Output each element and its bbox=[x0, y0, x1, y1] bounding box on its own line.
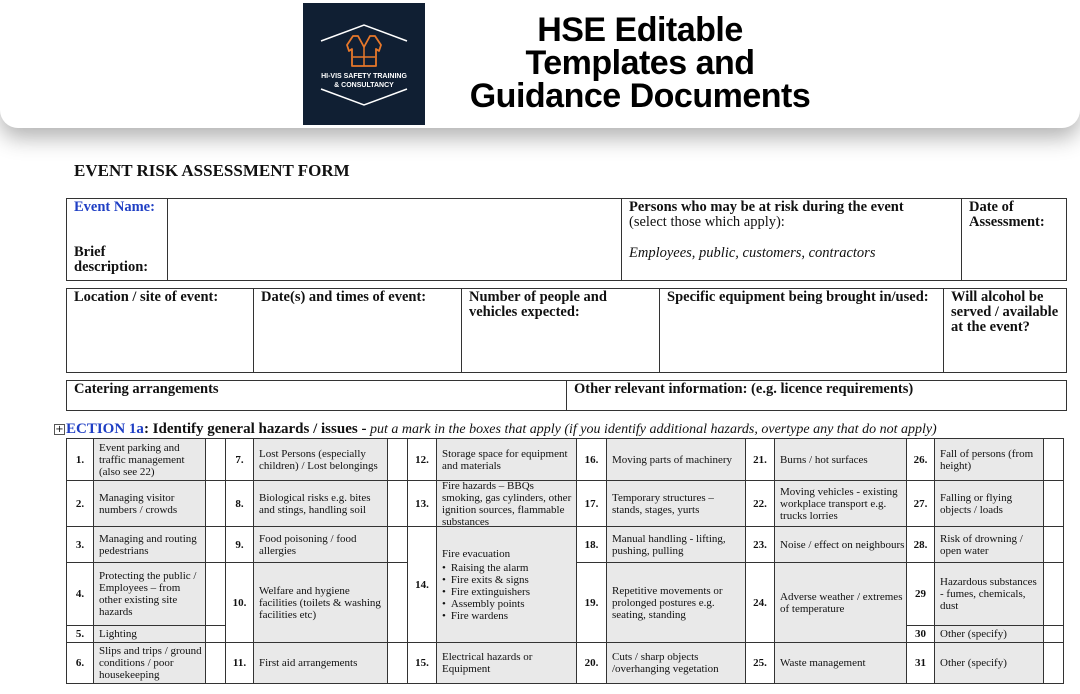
hazard-checkbox[interactable] bbox=[387, 642, 408, 684]
hazard-text: Welfare and hygiene facilities (toilets & washing facilities etc) bbox=[259, 584, 381, 621]
hazard-label bbox=[934, 625, 1044, 643]
hazard-text: Lighting bbox=[99, 628, 137, 640]
banner-title bbox=[455, 11, 825, 115]
hazard-number: 21. bbox=[745, 438, 775, 481]
hazard-number: 5. bbox=[66, 625, 94, 643]
hazard-label bbox=[436, 526, 577, 643]
hazard-bullet-item: • Raising the alarm bbox=[442, 562, 530, 574]
dates-times-label: Date(s) and times of event: bbox=[261, 289, 427, 305]
hazard-text: Other (specify) bbox=[940, 628, 1007, 640]
hazard-label bbox=[93, 526, 206, 563]
banner-title-line1: HSE Editable bbox=[537, 11, 743, 49]
banner-title-line2: Templates and bbox=[525, 44, 755, 82]
hazard-checkbox[interactable] bbox=[1043, 562, 1064, 626]
logo-text-line2: & CONSULTANCY bbox=[334, 82, 394, 89]
logo-text-line1: HI-VIS SAFETY TRAINING bbox=[321, 73, 407, 80]
hazard-checkbox[interactable] bbox=[205, 625, 226, 643]
hazard-text: Adverse weather / extremes of temperature bbox=[780, 590, 903, 615]
hazard-label bbox=[934, 480, 1044, 527]
hazard-checkbox[interactable] bbox=[1043, 438, 1064, 481]
hazard-number: 4. bbox=[66, 562, 94, 626]
section-title: : Identify general hazards / issues - bbox=[143, 421, 367, 437]
people-vehicles-label: Number of people and vehicles expected: bbox=[469, 289, 607, 320]
hazard-checkbox[interactable] bbox=[205, 562, 226, 626]
hazard-label bbox=[774, 642, 911, 684]
hazard-text: Burns / hot surfaces bbox=[780, 453, 868, 466]
hazard-label bbox=[93, 562, 206, 626]
hazard-number: 3. bbox=[66, 526, 94, 563]
hazard-text: Fall of persons (from height) bbox=[940, 447, 1034, 472]
equipment-label: Specific equipment being brought in/used: bbox=[667, 289, 929, 305]
hazard-text: Fire hazards – BBQs smoking, gas cylinders, other ignition sources, flammable substances bbox=[442, 480, 572, 527]
hazard-label bbox=[934, 438, 1044, 481]
other-info-label: Other relevant information: (e.g. licence requirements) bbox=[574, 381, 914, 397]
hazard-number: 18. bbox=[576, 526, 607, 563]
hazard-text: Moving parts of machinery bbox=[612, 453, 733, 466]
hazard-bullet-item: • Assembly points bbox=[442, 598, 530, 610]
hazard-checkbox[interactable] bbox=[387, 526, 408, 563]
hazard-number: 7. bbox=[225, 438, 254, 481]
hazard-text: Slips and trips / ground conditions / poor housekeeping bbox=[99, 645, 202, 681]
hazard-text: Temporary structures – stands, stages, yurts bbox=[612, 491, 714, 516]
hazard-text: Risk of drowning / open water bbox=[940, 532, 1023, 557]
hazard-number: 13. bbox=[407, 480, 437, 527]
hazard-label bbox=[774, 438, 911, 481]
hazard-number: 9. bbox=[225, 526, 254, 563]
hazard-number: 8. bbox=[225, 480, 254, 527]
hazard-checklist-grid bbox=[66, 438, 1069, 683]
persons-at-risk-hint: (select those which apply): bbox=[629, 214, 785, 230]
hazard-checkbox[interactable] bbox=[205, 642, 226, 684]
hazard-label bbox=[774, 526, 911, 563]
hazard-label bbox=[93, 625, 206, 643]
brief-description-label: Brief description: bbox=[74, 244, 149, 275]
hazard-number: 27. bbox=[906, 480, 935, 527]
hazard-text: Biological risks e.g. bites and stings, handling soil bbox=[259, 491, 371, 516]
hazard-number: 11. bbox=[225, 642, 254, 684]
hazard-label bbox=[93, 480, 206, 527]
hazard-number: 20. bbox=[576, 642, 607, 684]
location-label: Location / site of event: bbox=[74, 289, 219, 305]
hazard-label bbox=[606, 642, 749, 684]
hazard-bullet-item: • Fire exits & signs bbox=[442, 574, 530, 586]
hazard-text: Cuts / sharp objects /overhanging vegetation bbox=[612, 651, 719, 675]
hazard-text: Falling or flying objects / loads bbox=[940, 491, 1013, 516]
persons-at-risk-label: Persons who may be at risk during the event bbox=[629, 199, 904, 215]
hazard-text: First aid arrangements bbox=[259, 657, 358, 669]
hazard-number: 17. bbox=[576, 480, 607, 527]
hazard-text: Managing and routing pedestrians bbox=[99, 532, 197, 557]
catering-label: Catering arrangements bbox=[74, 381, 219, 397]
section-heading bbox=[54, 421, 937, 438]
hazard-bullet-item: • Fire extinguishers bbox=[442, 586, 530, 598]
hazard-checkbox[interactable] bbox=[1043, 625, 1064, 643]
hazard-text: Fire evacuation bbox=[442, 547, 511, 560]
hazard-text: Hazardous substances - fumes, chemicals, dust bbox=[940, 576, 1037, 612]
hazard-checkbox[interactable] bbox=[1043, 480, 1064, 527]
hazard-text: Event parking and traffic management (also see 22) bbox=[99, 441, 185, 478]
section-note: put a mark in the boxes that apply (if you identify additional hazards, overtype any that do not apply) bbox=[366, 422, 937, 437]
hazard-number: 30 bbox=[906, 625, 935, 643]
banner-title-line3: Guidance Documents bbox=[469, 77, 811, 115]
hazard-text: Other (specify) bbox=[940, 657, 1007, 669]
hazard-label bbox=[934, 562, 1044, 626]
hazard-label bbox=[93, 642, 206, 684]
hazard-label bbox=[253, 526, 388, 563]
hazard-checkbox[interactable] bbox=[387, 438, 408, 481]
event-name-label: Event Name: bbox=[74, 199, 155, 215]
hazard-text: Moving vehicles - existing workplace transport e.g. trucks lorries bbox=[780, 485, 898, 522]
hazard-text: Manual handling - lifting, pushing, pulling bbox=[612, 532, 726, 557]
hazard-number: 14. bbox=[407, 526, 437, 643]
hazard-number: 23. bbox=[745, 526, 775, 563]
hazard-number: 22. bbox=[745, 480, 775, 527]
hazard-bullet-list bbox=[442, 548, 530, 622]
hazard-text: Noise / effect on neighbours bbox=[780, 538, 905, 551]
hazard-checkbox[interactable] bbox=[1043, 642, 1064, 684]
hazard-checkbox[interactable] bbox=[205, 438, 226, 481]
event-name-field[interactable] bbox=[169, 199, 620, 280]
hazard-number: 31 bbox=[906, 642, 935, 684]
hazard-label bbox=[436, 642, 577, 684]
hazard-label bbox=[436, 438, 577, 481]
hazard-label bbox=[774, 562, 911, 643]
hazard-text: Lost Persons (especially children) / Lost belongings bbox=[259, 447, 378, 472]
hi-vis-vest-icon bbox=[303, 3, 425, 125]
hazard-number: 10. bbox=[225, 562, 254, 643]
hazard-label bbox=[253, 642, 388, 684]
hazard-number: 29 bbox=[906, 562, 935, 626]
hazard-number: 6. bbox=[66, 642, 94, 684]
hazard-text: Managing visitor numbers / crowds bbox=[99, 491, 178, 516]
hazard-text: Protecting the public / Employees – from other existing site hazards bbox=[99, 570, 197, 618]
hazard-label bbox=[253, 562, 388, 643]
date-of-assessment-label: Date of Assessment: bbox=[969, 199, 1045, 230]
hazard-label bbox=[606, 526, 749, 563]
hazard-text: Repetitive movements or prolonged postures e.g. seating, standing bbox=[612, 584, 723, 621]
hazard-label bbox=[606, 562, 749, 643]
hazard-text: Storage space for equipment and materials bbox=[442, 447, 568, 472]
hazard-checkbox[interactable] bbox=[205, 526, 226, 563]
company-logo bbox=[303, 3, 425, 125]
hazard-label bbox=[934, 526, 1044, 563]
hazard-number: 16. bbox=[576, 438, 607, 481]
hazard-number: 12. bbox=[407, 438, 437, 481]
form-title: EVENT RISK ASSESSMENT FORM bbox=[74, 161, 350, 180]
hazard-number: 1. bbox=[66, 438, 94, 481]
alcohol-label: Will alcohol be served / available at the event? bbox=[951, 289, 1059, 335]
hazard-checkbox[interactable] bbox=[387, 562, 408, 643]
hazard-label bbox=[606, 438, 749, 481]
section-number: ECTION 1a bbox=[66, 421, 144, 437]
hazard-label bbox=[93, 438, 206, 481]
hazard-number: 2. bbox=[66, 480, 94, 527]
hazard-label bbox=[606, 480, 749, 527]
hazard-label bbox=[436, 480, 577, 527]
hazard-text: Waste management bbox=[780, 657, 866, 669]
persons-at-risk-options[interactable]: Employees, public, customers, contractors bbox=[629, 245, 876, 261]
hazard-bullet-item: • Fire wardens bbox=[442, 610, 530, 622]
hazard-text: Electrical hazards or Equipment bbox=[442, 651, 533, 675]
hazard-label bbox=[253, 438, 388, 481]
hazard-number: 15. bbox=[407, 642, 437, 684]
hazard-checkbox[interactable] bbox=[205, 480, 226, 527]
table-move-handle-icon[interactable]: + bbox=[55, 424, 64, 435]
hazard-text: Food poisoning / food allergies bbox=[259, 532, 357, 557]
hazard-label bbox=[774, 480, 911, 527]
hazard-number: 24. bbox=[745, 562, 775, 643]
hazard-number: 26. bbox=[906, 438, 935, 481]
header-banner bbox=[0, 0, 1080, 128]
hazard-checkbox[interactable] bbox=[387, 480, 408, 527]
hazard-label bbox=[934, 642, 1044, 684]
hazard-number: 19. bbox=[576, 562, 607, 643]
hazard-checkbox[interactable] bbox=[1043, 526, 1064, 563]
hazard-number: 25. bbox=[745, 642, 775, 684]
hazard-label bbox=[253, 480, 388, 527]
hazard-number: 28. bbox=[906, 526, 935, 563]
